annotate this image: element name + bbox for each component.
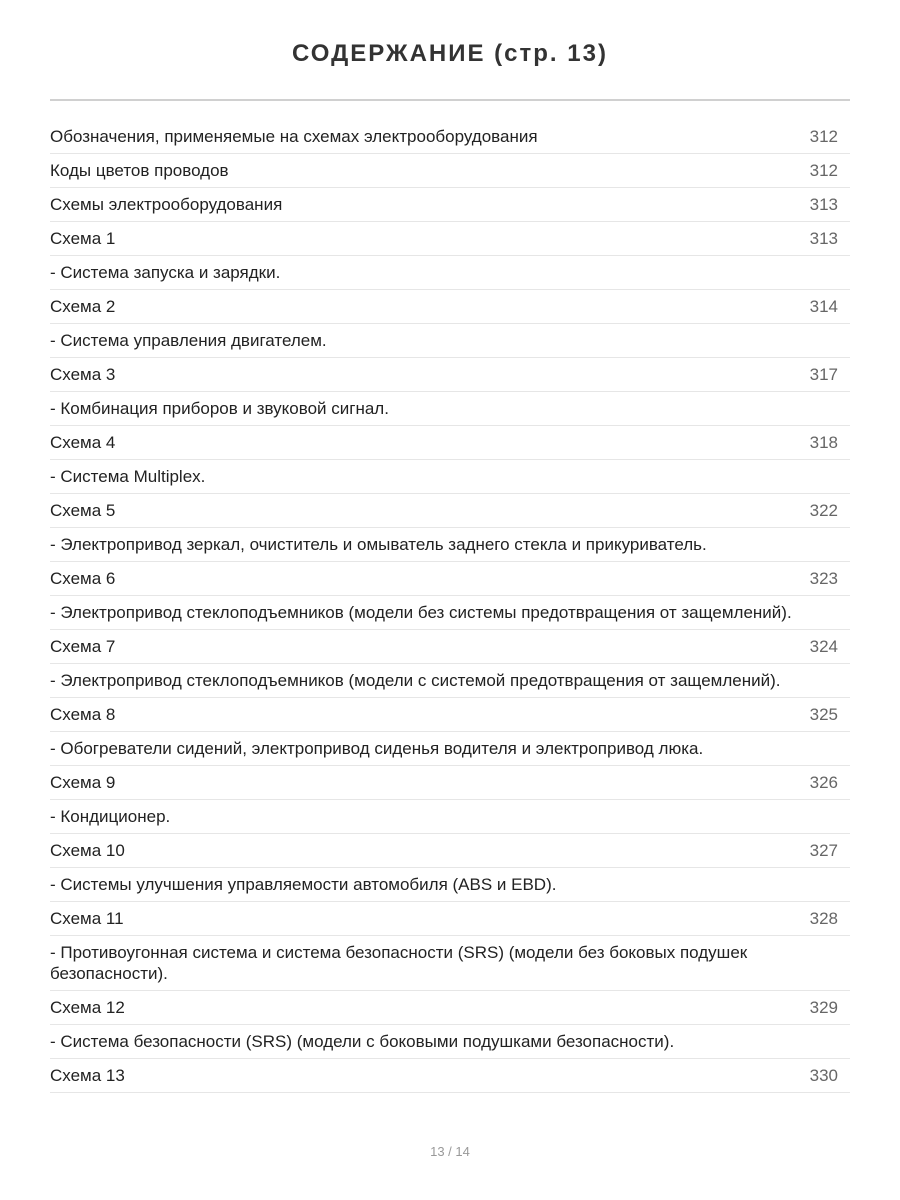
toc-entry-title: Схема 8 <box>50 705 116 724</box>
toc-description-text: - Комбинация приборов и звуковой сигнал. <box>50 399 389 418</box>
toc-entry <box>50 1059 850 1093</box>
toc-description-text: - Система безопасности (SRS) (модели с боковыми подушками безопасности). <box>50 1032 675 1051</box>
toc-entry-title: Коды цветов проводов <box>50 161 229 180</box>
toc-entry-page: 313 <box>809 229 838 248</box>
toc-entry-page: 317 <box>809 365 838 384</box>
toc-description-text: - Система управления двигателем. <box>50 331 327 350</box>
toc-entry-page: 324 <box>809 637 838 656</box>
toc-entry-page: 326 <box>809 773 838 792</box>
toc-entry-page: 323 <box>809 569 838 588</box>
toc-description-row <box>50 528 850 562</box>
toc-entry-title: Схема 6 <box>50 569 116 588</box>
toc-description-row <box>50 460 850 494</box>
toc-entry-page: 313 <box>809 195 838 214</box>
page-title: СОДЕРЖАНИЕ (стр. 13) <box>292 40 608 67</box>
toc-entry <box>50 358 850 392</box>
toc-entry <box>50 120 850 154</box>
toc-entry <box>50 426 850 460</box>
toc-description-row <box>50 936 850 991</box>
toc-description-text: - Электропривод стеклоподъемников (модели с системой предотвращения от защемлений). <box>50 671 781 690</box>
toc-entry-page: 322 <box>809 501 838 520</box>
toc-description-text: - Электропривод зеркал, очиститель и омыватель заднего стекла и прикуриватель. <box>50 535 707 554</box>
toc-entry <box>50 290 850 324</box>
toc-entry-title: Схема 13 <box>50 1066 125 1085</box>
toc-entry-page: 328 <box>809 909 838 928</box>
toc-entry <box>50 991 850 1025</box>
toc-entry-title: Схемы электрооборудования <box>50 195 283 214</box>
toc-description-row <box>50 732 850 766</box>
toc-description-text: - Противоугонная система и система безопасности (SRS) (модели без боковых подушек безопасности). <box>50 943 748 983</box>
toc-entry <box>50 494 850 528</box>
toc-entry-title: Схема 2 <box>50 297 116 316</box>
toc-entry-title: Схема 4 <box>50 433 116 452</box>
toc-entry-page: 327 <box>809 841 838 860</box>
toc-entry-title: Схема 12 <box>50 998 125 1017</box>
toc-entry-page: 318 <box>809 433 838 452</box>
toc-description-row <box>50 664 850 698</box>
toc-entry-title: Схема 9 <box>50 773 116 792</box>
toc-entry-title: Схема 7 <box>50 637 116 656</box>
toc-entry <box>50 630 850 664</box>
toc-entry-title: Схема 10 <box>50 841 125 860</box>
toc-entry-page: 312 <box>809 127 838 146</box>
toc-entry <box>50 154 850 188</box>
toc-description-text: - Система Multiplex. <box>50 467 206 486</box>
toc-entry-title: Схема 3 <box>50 365 116 384</box>
toc-entry <box>50 222 850 256</box>
toc-entry <box>50 834 850 868</box>
toc-entry-title: Схема 1 <box>50 229 116 248</box>
table-of-contents <box>50 120 850 1093</box>
toc-entry <box>50 698 850 732</box>
toc-description-row <box>50 324 850 358</box>
toc-entry-title: Обозначения, применяемые на схемах электрооборудования <box>50 127 538 146</box>
toc-description-text: - Системы улучшения управляемости автомобиля (ABS и EBD). <box>50 875 557 894</box>
toc-description-text: - Кондиционер. <box>50 807 171 826</box>
toc-description-text: - Система запуска и зарядки. <box>50 263 281 282</box>
toc-description-row <box>50 800 850 834</box>
toc-entry-page: 312 <box>809 161 838 180</box>
toc-entry-page: 330 <box>809 1066 838 1085</box>
toc-description-row <box>50 392 850 426</box>
toc-entry <box>50 562 850 596</box>
toc-description-row <box>50 256 850 290</box>
toc-entry-title: Схема 11 <box>50 909 124 928</box>
toc-entry <box>50 902 850 936</box>
toc-entry-page: 325 <box>809 705 838 724</box>
toc-entry <box>50 766 850 800</box>
toc-entry <box>50 188 850 222</box>
toc-description-row <box>50 1025 850 1059</box>
toc-description-text: - Электропривод стеклоподъемников (модели без системы предотвращения от защемлений). <box>50 603 792 622</box>
toc-entry-page: 314 <box>809 297 838 316</box>
toc-description-text: - Обогреватели сидений, электропривод сиденья водителя и электропривод люка. <box>50 739 704 758</box>
toc-description-row <box>50 596 850 630</box>
toc-entry-page: 329 <box>809 998 838 1017</box>
toc-entry-title: Схема 5 <box>50 501 116 520</box>
title-divider <box>50 99 850 101</box>
page-indicator: 13 / 14 <box>430 1144 470 1159</box>
toc-description-row <box>50 868 850 902</box>
